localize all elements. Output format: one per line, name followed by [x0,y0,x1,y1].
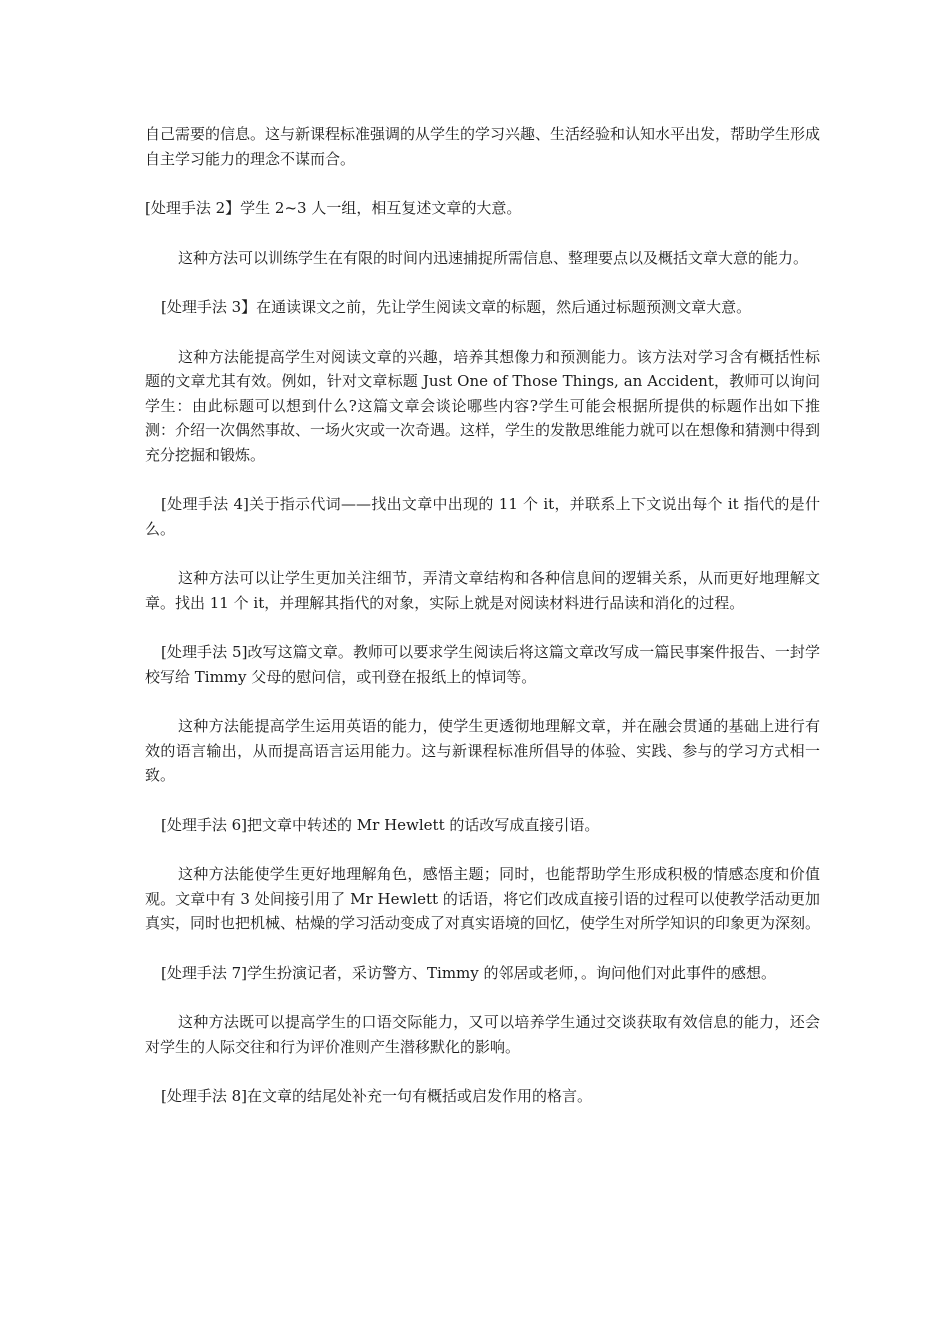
method-5-heading: [处理手法 5]改写这篇文章。教师可以要求学生阅读后将这篇文章改写成一篇民事案件报告、一封学校写给 Timmy 父母的慰问信，或刊登在报纸上的悼词等。 [145,643,820,686]
method-5-explanation: 这种方法能提高学生运用英语的能力，使学生更透彻地理解文章，并在融会贯通的基础上进行有效的语言输出，从而提高语言运用能力。这与新课程标准所倡导的体验、实践、参与的学习方式相一致。 [145,717,820,784]
document-page [145,122,820,1109]
method-6-explanation: 这种方法能使学生更好地理解角色，感悟主题；同时，也能帮助学生形成积极的情感态度和价值观。文章中有 3 处间接引用了 Mr Hewlett 的话语，将它们改成直接引语的过程可以使教学活动更加真实，同时也把机械、枯燥的学习活动变成了对真实语境的回忆，使学生对所学知识的印象更为深刻。 [145,865,821,932]
method-2-heading: [处理手法 2】学生 2~3 人一组，相互复述文章的大意。 [145,199,522,217]
method-7-explanation: 这种方法既可以提高学生的口语交际能力，又可以培养学生通过交谈获取有效信息的能力，还会对学生的人际交往和行为评价准则产生潜移默化的影响。 [145,1013,820,1056]
method-4-explanation: 这种方法可以让学生更加关注细节，弄清文章结构和各种信息间的逻辑关系，从而更好地理解文章。找出 11 个 it，并理解其指代的对象，实际上就是对阅读材料进行品读和消化的过程。 [145,569,820,612]
method-6-heading: [处理手法 6]把文章中转述的 Mr Hewlett 的话改写成直接引语。 [161,815,600,834]
method-3-heading: [处理手法 3】在通读课文之前，先让学生阅读文章的标题，然后通过标题预测文章大意。 [161,298,752,316]
method-7-heading: [处理手法 7]学生扮演记者，采访警方、Timmy 的邻居或老师，。询问他们对此事件的感想。 [161,963,777,982]
paragraph-intro-continuation: 自己需要的信息。这与新课程标准强调的从学生的学习兴趣、生活经验和认知水平出发，帮助学生形成自主学习能力的理念不谋而合。 [145,125,821,168]
method-3-explanation: 这种方法能提高学生对阅读文章的兴趣，培养其想像力和预测能力。该方法对学习含有概括性标题的文章尤其有效。例如，针对文章标题 Just One of Those Things, an Accident，教师可以询问学生：由此标题可以想到什么?这篇文章会谈论哪些内容?学生可能会根据所提供的标题作出如下推测：介绍一次偶然事故、一场火灾或一次奇遇。这样，学生的发散思维能力就可以在想像和猜测中得到充分挖掘和锻炼。 [145,347,821,464]
method-2-explanation: 这种方法可以训练学生在有限的时间内迅速捕捉所需信息、整理要点以及概括文章大意的能力。 [178,248,809,267]
method-4-heading: [处理手法 4]关于指示代词——找出文章中出现的 11 个 it，并联系上下文说出每个 it 指代的是什么。 [145,495,820,538]
method-8-heading: [处理手法 8]在文章的结尾处补充一句有概括或启发作用的格言。 [161,1087,593,1105]
